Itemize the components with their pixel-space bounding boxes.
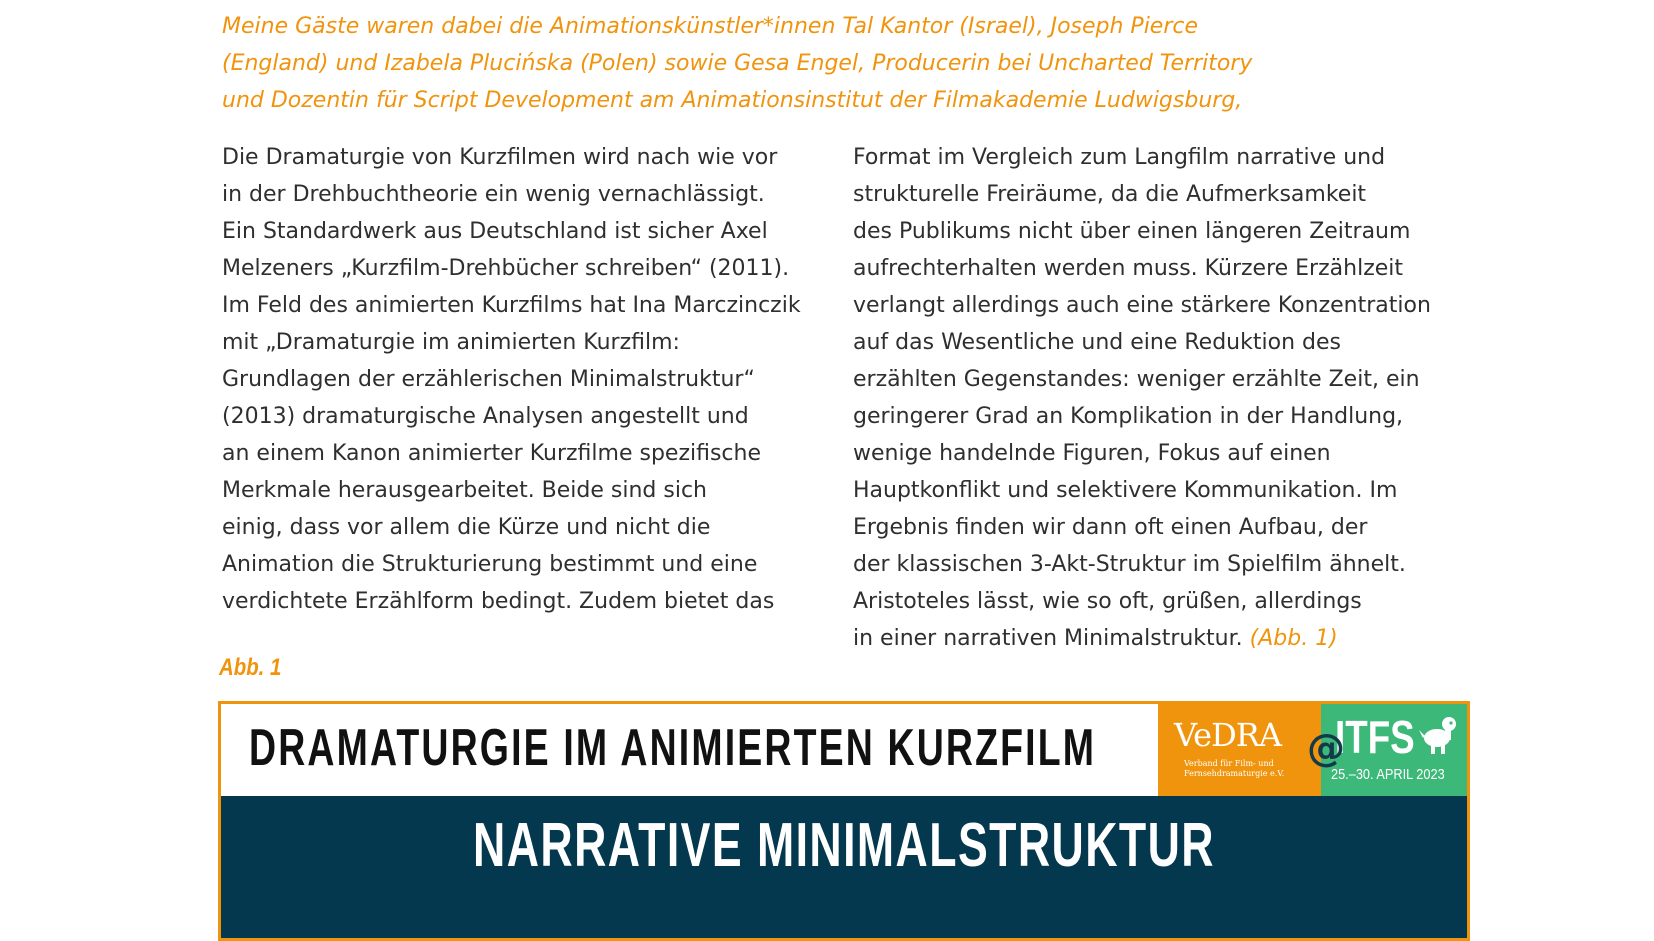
vedra-subtitle-line: Fernsehdramaturgie e.V.	[1184, 769, 1285, 778]
body-line: Animation die Strukturierung bestimmt und eine	[222, 552, 758, 577]
body-line: Hauptkonflikt und selektivere Kommunikation. Im	[853, 478, 1398, 503]
body-line: Merkmale herausgearbeitet. Beide sind sich	[222, 478, 707, 503]
body-line: einig, dass vor allem die Kürze und nicht die	[222, 515, 711, 540]
body-line: an einem Kanon animierter Kurzfilme spezifische	[222, 441, 761, 466]
body-line: des Publikums nicht über einen längeren Zeitraum	[853, 219, 1411, 244]
body-line: der klassischen 3-Akt-Struktur im Spielfilm ähnelt.	[853, 552, 1406, 577]
figure-caption: Abb. 1	[219, 654, 282, 681]
body-line: verdichtete Erzählform bedingt. Zudem bietet das	[222, 589, 775, 614]
figure-subtitle: NARRATIVE MINIMALSTRUKTUR	[473, 811, 1215, 880]
body-line-text: in einer narrativen Minimalstruktur.	[853, 626, 1243, 651]
body-line: geringerer Grad an Komplikation in der Handlung,	[853, 404, 1404, 429]
body-column-left	[222, 139, 822, 620]
body-line: erzählten Gegenstandes: weniger erzählte Zeit, ein	[853, 367, 1420, 392]
vedra-logo-text: VeDRA	[1174, 716, 1281, 754]
vedra-subtitle-line: Verband für Film- und	[1184, 759, 1274, 768]
body-line: Aristoteles lässt, wie so oft, grüßen, allerdings	[853, 589, 1362, 614]
intro-line: (England) und Izabela Plucińska (Polen) sowie Gesa Engel, Producerin bei Uncharted Territory	[222, 51, 1253, 76]
body-line-last	[853, 620, 1473, 657]
intro-quote	[222, 8, 1422, 119]
at-sign: @	[1307, 726, 1345, 770]
body-line: (2013) dramaturgische Analysen angestellt und	[222, 404, 749, 429]
intro-line: und Dozentin für Script Development am Animationsinstitut der Filmakademie Ludwigsburg,	[222, 88, 1243, 113]
figure-title: DRAMATURGIE IM ANIMIERTEN KURZFILM	[249, 719, 1097, 777]
itfs-logo-text: ITFS	[1335, 711, 1415, 763]
body-line: Format im Vergleich zum Langfilm narrative und	[853, 145, 1386, 170]
figure-header	[221, 704, 1467, 796]
body-line: strukturelle Freiräume, da die Aufmerksamkeit	[853, 182, 1367, 207]
body-line: in der Drehbuchtheorie ein wenig vernachlässigt.	[222, 182, 765, 207]
body-line: Grundlagen der erzählerischen Minimalstruktur“	[222, 367, 755, 392]
body-line: aufrechterhalten werden muss. Kürzere Erzählzeit	[853, 256, 1404, 281]
vedra-logo	[1158, 704, 1321, 796]
body-line: wenige handelnde Figuren, Fokus auf einen	[853, 441, 1331, 466]
body-line: Ergebnis finden wir dann oft einen Aufbau, der	[853, 515, 1368, 540]
body-line: Ein Standardwerk aus Deutschland ist sicher Axel	[222, 219, 768, 244]
body-line: Im Feld des animierten Kurzfilms hat Ina Marczinczik	[222, 293, 801, 318]
body-line: verlangt allerdings auch eine stärkere Konzentration	[853, 293, 1431, 318]
body-line: auf das Wesentliche und eine Reduktion des	[853, 330, 1341, 355]
figure-1	[218, 701, 1470, 941]
body-column-right	[853, 139, 1473, 657]
body-line: Melzeners „Kurzfilm-Drehbücher schreiben“ (2011).	[222, 256, 790, 281]
itfs-date: 25.–30. APRIL 2023	[1331, 766, 1445, 783]
itfs-dino-icon	[1417, 712, 1461, 756]
intro-line: Meine Gäste waren dabei die Animationskünstler*innen Tal Kantor (Israel), Joseph Pierce	[222, 14, 1199, 39]
body-line: Die Dramaturgie von Kurzfilmen wird nach wie vor	[222, 145, 778, 170]
body-line: mit „Dramaturgie im animierten Kurzfilm:	[222, 330, 680, 355]
figure-reference-link[interactable]: (Abb. 1)	[1249, 626, 1338, 651]
figure-band	[221, 796, 1467, 941]
vedra-logo-subtitle	[1184, 759, 1284, 779]
